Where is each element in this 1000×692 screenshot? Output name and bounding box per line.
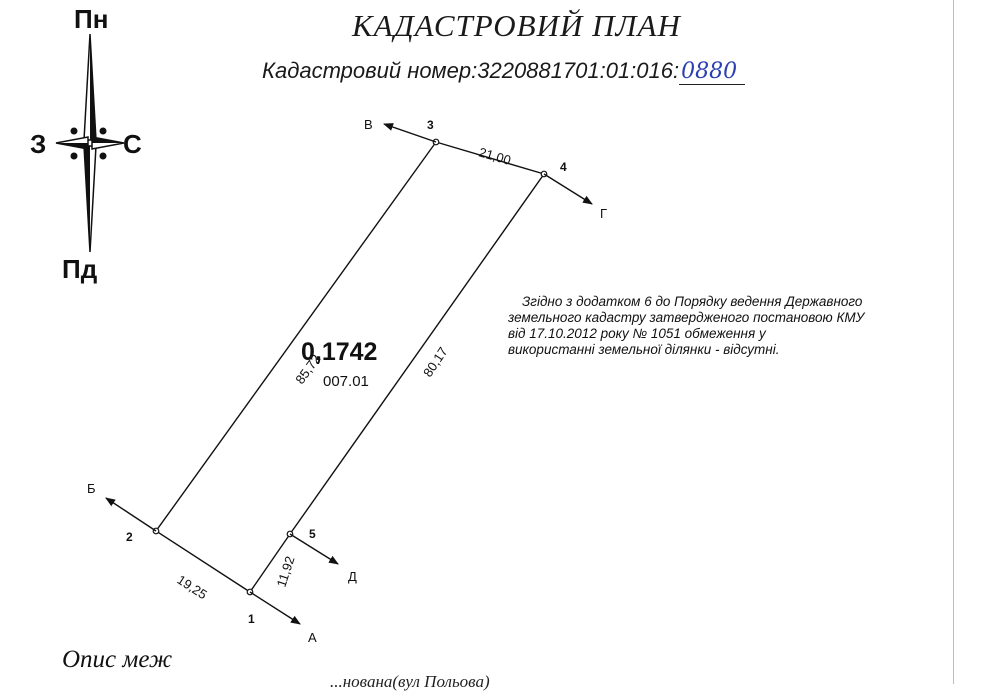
cadastral-handwritten-suffix: 0880: [679, 59, 745, 85]
document-title: КАДАСТРОВИЙ ПЛАН: [352, 8, 681, 43]
neighbor-arrow-b: [106, 498, 156, 531]
compass-east-label: С: [123, 129, 142, 159]
neighbor-label-b: Б: [87, 481, 96, 496]
side-length-5-1: 11,92: [273, 554, 298, 589]
point-number-2: 2: [126, 530, 133, 544]
compass-west-label: З: [30, 129, 47, 159]
parcel-area: 0,1742: [301, 338, 378, 366]
boundary-description-heading: Опис меж: [62, 646, 173, 673]
compass-dot: [100, 153, 107, 160]
neighbor-label-a: А: [308, 630, 317, 645]
neighbor-label-d: Д: [348, 569, 357, 584]
note-line: земельного кадастру затвердженого постановою КМУ: [508, 310, 865, 325]
side-length-4-5: 80,17: [420, 344, 451, 380]
restrictions-note: [508, 294, 948, 358]
compass-dot: [71, 153, 78, 160]
compass-dot: [71, 128, 78, 135]
point-number-4: 4: [560, 160, 567, 174]
compass-north-label: Пн: [74, 4, 109, 34]
parcel-boundary: [156, 142, 544, 592]
neighbor-arrow-g: [544, 174, 592, 204]
neighbor-label-g: Г: [600, 206, 608, 221]
truncated-bottom-text: ...нована(вул Польова): [330, 672, 490, 691]
cadastral-label: Кадастровий номер:: [262, 58, 478, 83]
note-line: Згідно з додатком 6 до Порядку ведення Державного: [522, 294, 863, 309]
compass-dot: [100, 128, 107, 135]
point-number-1: 1: [248, 612, 255, 626]
note-line: використанні земельної ділянки - відсутні.: [508, 342, 780, 357]
note-line: від 17.10.2012 року № 1051 обмеження у: [508, 326, 766, 341]
neighbor-arrow-a: [250, 592, 300, 624]
parcel-purpose-code: 007.01: [323, 373, 369, 390]
cadastral-number: 3220881701:01:016:: [477, 58, 680, 83]
side-length-1-2: 19,25: [174, 571, 210, 603]
neighbor-label-v: В: [364, 117, 373, 132]
compass-south-label: Пд: [62, 254, 98, 284]
point-number-5: 5: [309, 527, 316, 541]
side-length-3-4: 21,00: [477, 144, 513, 168]
compass-rose-icon: [56, 34, 124, 252]
point-number-3: 3: [427, 118, 434, 132]
side-length-2-3: 85,72: [292, 351, 324, 387]
